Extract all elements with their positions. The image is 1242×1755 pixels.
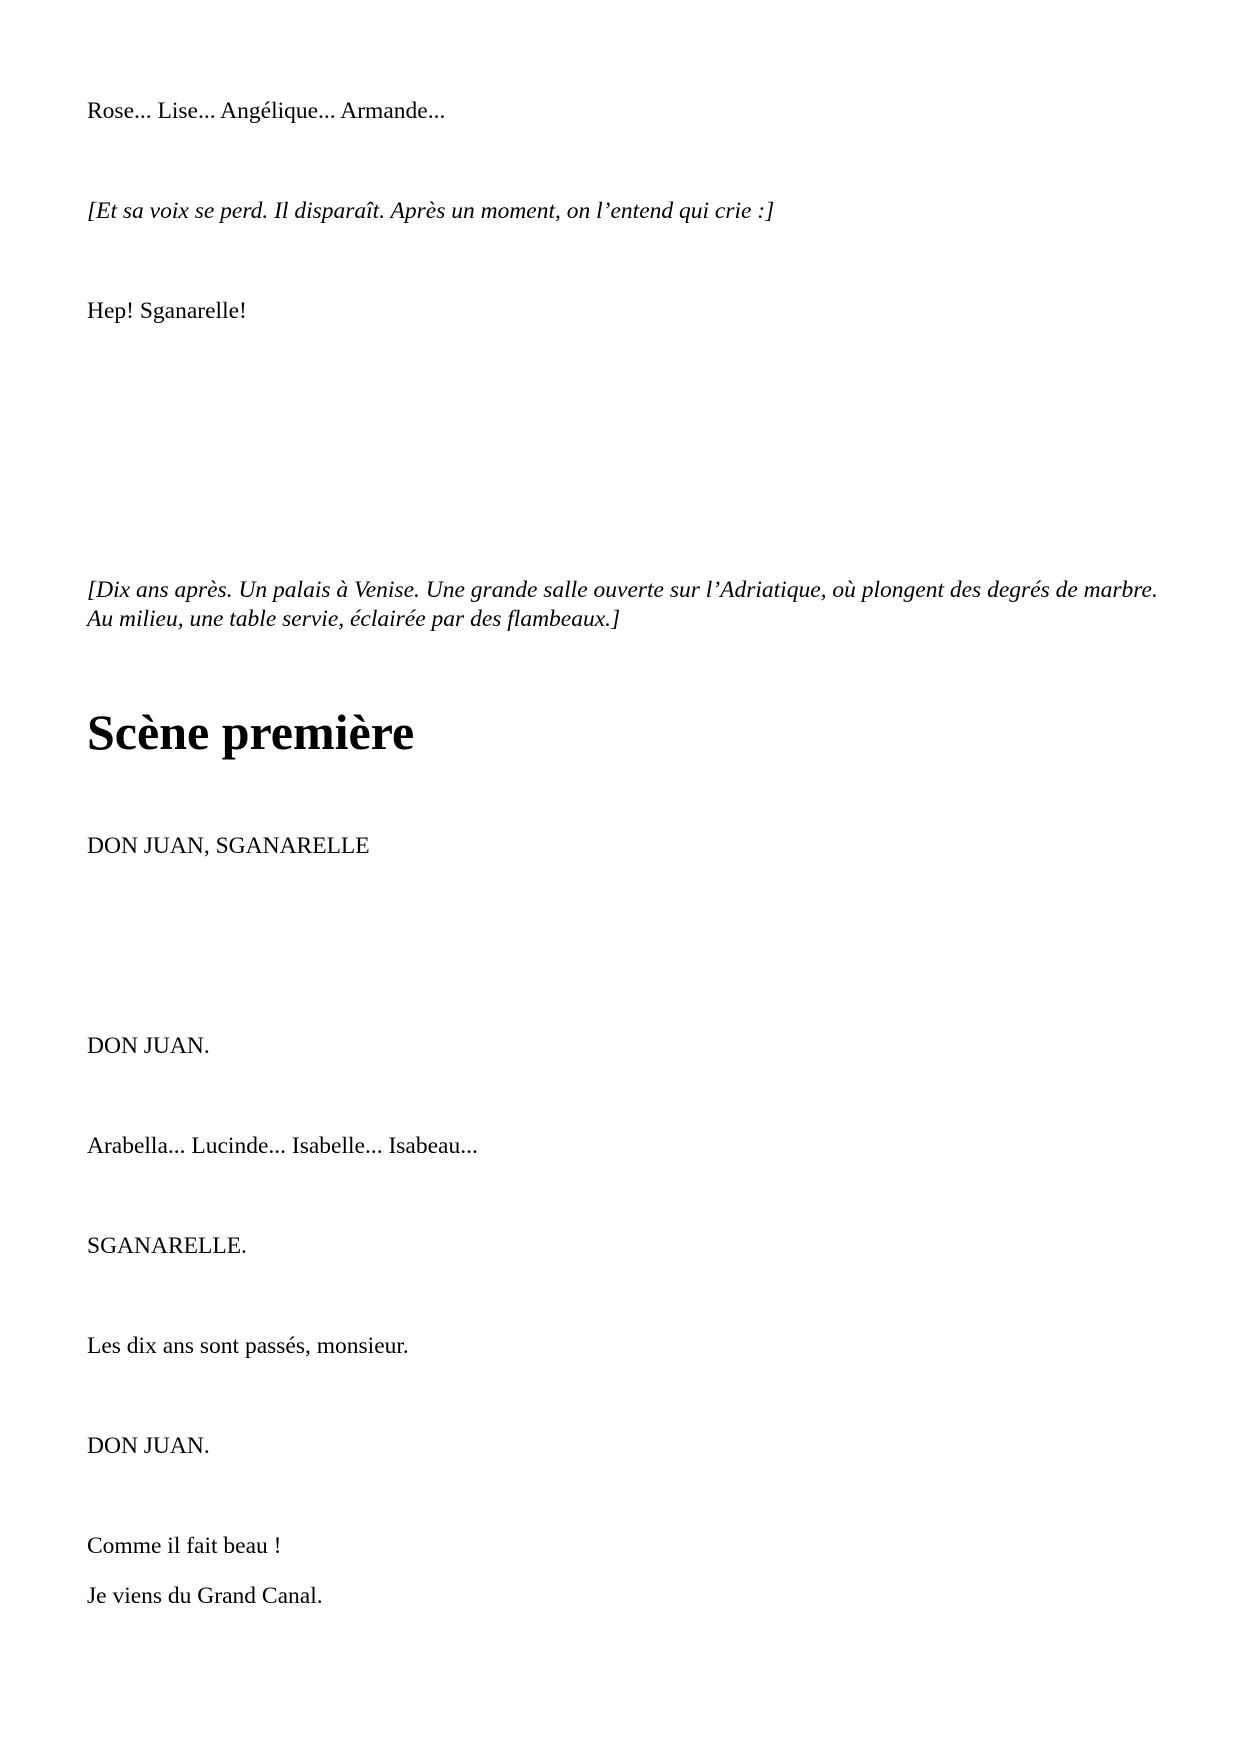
dialogue-line: Les dix ans sont passés, monsieur. (87, 1333, 409, 1359)
speaker-name: SGANARELLE. (87, 1233, 247, 1259)
dialogue-line: Arabella... Lucinde... Isabelle... Isabeau... (87, 1133, 478, 1159)
dialogue-line: Comme il fait beau ! (87, 1533, 282, 1559)
character-list: DON JUAN, SGANARELLE (87, 833, 370, 859)
stage-direction: [Et sa voix se perd. Il disparaît. Après un moment, on l’entend qui crie :] (87, 198, 775, 224)
stage-direction: [Dix ans après. Un palais à Venise. Une grande salle ouverte sur l’Adriatique, où plongent des degrés de marbre. Au milieu, une table servie, éclairée par des flambeaux.] (87, 577, 1158, 632)
dialogue-line: Je viens du Grand Canal. (87, 1583, 323, 1609)
dialogue-line: Rose... Lise... Angélique... Armande... (87, 98, 446, 124)
speaker-name: DON JUAN. (87, 1433, 210, 1459)
dialogue-line: Hep! Sganarelle! (87, 298, 247, 324)
scene-title: Scène première (87, 704, 415, 760)
speaker-name: DON JUAN. (87, 1033, 210, 1059)
